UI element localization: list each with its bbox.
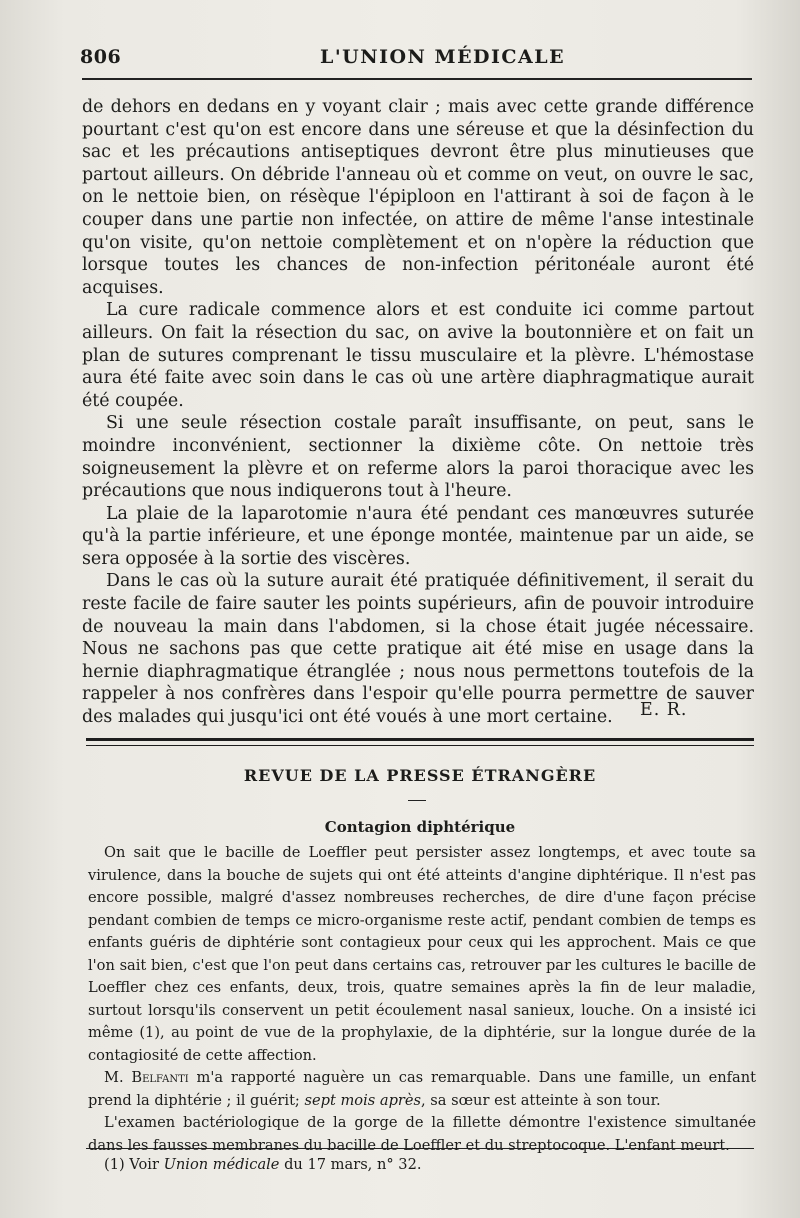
running-title: L'UNION MÉDICALE — [320, 46, 566, 68]
review-text-span: m'a rapporté naguère un cas remarquable. Dans une famille, un enfant prend la diphtérie ; il guérit; — [88, 1069, 757, 1109]
footnote — [104, 1156, 422, 1173]
footnote-italic: Union médicale — [163, 1156, 280, 1173]
review-body — [88, 842, 756, 1157]
article-paragraph: de dehors en dedans en y voyant clair ; mais avec cette grande différence pourtant c'est qu'on est encore dans une séreuse et que la désinfection du sac et les précautions antiseptiques devront être plus minutieuses que partout ailleurs. On débride l'anneau où et comme on veut, on ouvre le sac, on le nettoie bien, on résèque l'épiploon en l'attirant à soi de façon à le couper dans une partie non infectée, on attire de même l'anse intestinale qu'on visite, qu'on nettoie complètement et on n'opère la réduction que lorsque toutes les chances de non-infection péritonéale auront été acquises. — [82, 97, 754, 298]
page-number: 806 — [80, 46, 122, 68]
header-rule — [82, 78, 752, 80]
article-signature: E. R. — [640, 700, 688, 720]
review-paragraph: On sait que le bacille de Loeffler peut persister assez longtemps, et avec toute sa virulence, dans la bouche de sujets qui ont été atteints d'angine diphtérique. Il n'est pas encore possible, malgré d'assez nombreuses recherches, de dire d'une façon précise pendant combien de temps ce micro-organisme reste actif, pendant combien de temps es enfants guéris de diphtérie sont contagieux pour ceux qui les approchent. Mais ce que l'on sait bien, c'est que l'on peut dans certains cas, retrouver par les cultures le bacille de Loeffler chez ces enfants, deux, trois, quatre semaines après la fin de leur maladie, surtout lorsqu'ils conservent un petit écoulement nasal sanieux, louche. On a insisté ici même (1), au point de vue de la prophylaxie, de la diphtérie, sur la longue durée de la contagiosité de cette affection. — [88, 844, 756, 1064]
footnote-suffix: du 17 mars, n° 32. — [279, 1156, 422, 1173]
article-paragraph: Si une seule résection costale paraît insuffisante, on peut, sans le moindre inconvénient, sectionner la dixième côte. On nettoie très soigneusement la plèvre et on referme alors la paroi thoracique avec les précautions que nous indiquerons tout à l'heure. — [82, 413, 754, 502]
page-header — [80, 44, 750, 72]
section-title: REVUE DE LA PRESSE ÉTRANGÈRE — [243, 766, 597, 785]
article-paragraph: Dans le cas où la suture aurait été pratiquée définitivement, il serait du reste facile de faire sauter les points supérieurs, afin de pouvoir introduire de nouveau la main dans l'abdomen, si la chose était jugée nécessaire. Nous ne sachons pas que cette pratique ait été mise en usage dans la hernie diaphragmatique étranglée ; nous nous permettons toutefois de la rappeler à nos confrères dans l'espoir qu'elle pourra permettre de sauver des malades qui jusqu'ici ont été voués à une mort certaine. — [82, 571, 754, 728]
review-paragraph: L'examen bactériologique de la gorge de la fillette démontre l'existence simultanée dans les fausses membranes du bacille de Loeffler et du streptocoque. L'enfant meurt. — [88, 1114, 756, 1154]
review-paragraph — [88, 1067, 756, 1112]
article-body — [82, 96, 754, 729]
review-italic-span: sept mois après — [304, 1091, 422, 1109]
subsection-title: Contagion diphtérique — [324, 818, 516, 836]
article-paragraph: La cure radicale commence alors et est conduite ici comme partout ailleurs. On fait la résection du sac, on avive la boutonnière et on fait un plan de sutures comprenant le tissu musculaire et la plèvre. L'hémostase aura été faite avec soin dans le cas où une artère diaphragmatique aurait été coupée. — [82, 300, 754, 411]
section-divider — [86, 738, 754, 746]
author-name: M. Belfanti — [104, 1069, 189, 1086]
article-paragraph: La plaie de la laparotomie n'aura été pendant ces manœuvres suturée qu'à la partie inférieure, et une éponge montée, maintenue par un aide, se sera opposée à la sortie des viscères. — [82, 503, 754, 569]
review-text-span: , sa sœur est atteinte à son tour. — [421, 1091, 661, 1109]
footnote-rule — [86, 1148, 754, 1149]
footnote-prefix: (1) Voir — [104, 1156, 164, 1173]
title-dash — [408, 800, 426, 801]
